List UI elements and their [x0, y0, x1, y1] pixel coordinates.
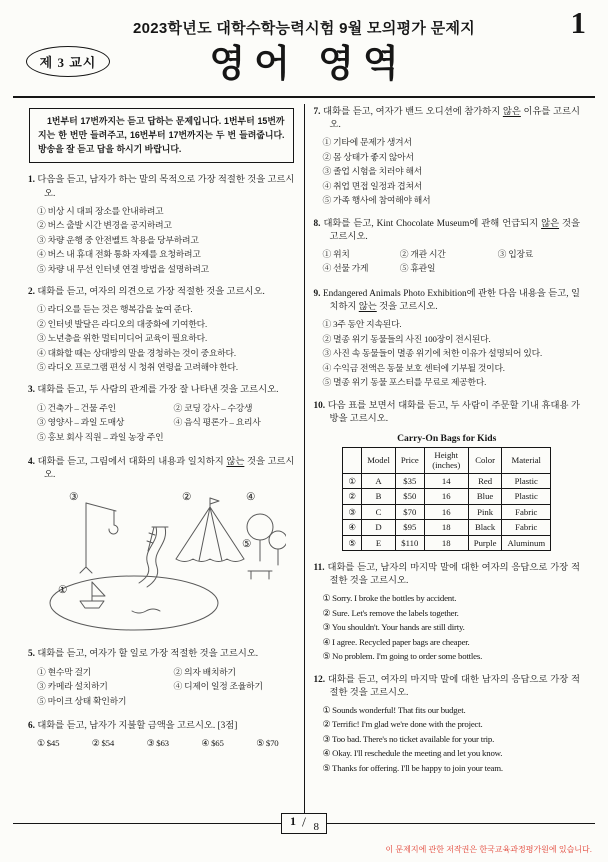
page-number: 1 [570, 5, 586, 40]
choice: ① 기타에 문제가 생겨서 [322, 137, 412, 148]
question-8-stem-text: 대화를 듣고, Kint Chocolate Museum에 관해 언급되지 [323, 218, 542, 229]
choice: ② Sure. Let's remove the labels together. [322, 607, 459, 618]
question-9 [314, 288, 581, 389]
choice: ⑤ No problem. I'm going to order some bottles. [322, 651, 483, 662]
question-11-stem-text: 대화를 듣고, 남자의 마지막 말에 대한 여자의 응답으로 가장 적절한 것을 고르시오. [327, 562, 580, 587]
subject-title: 영어 영역 [209, 43, 408, 84]
question-9-choices [314, 318, 581, 388]
question-12 [314, 674, 581, 775]
cell-option: ① [343, 473, 362, 488]
illustration-marker-1: ① [58, 585, 68, 597]
choice: ② Terrific! I'm glad we're done with the project. [322, 719, 483, 730]
table-header-material: Material [502, 447, 551, 473]
question-6-stem [28, 720, 295, 733]
question-7-stem [314, 106, 581, 132]
choice: ③ 노년층을 위한 멀티미디어 교육이 필요하다. [37, 333, 207, 344]
cell-option: ② [343, 489, 362, 504]
exam-title: 2023학년도 대학수학능력시험 9월 모의평가 문제지 [132, 20, 476, 37]
illustration-marker-5: ⑤ [242, 539, 252, 551]
table-header-row [343, 447, 551, 473]
table-header-price: Price [395, 447, 424, 473]
page-indicator-total: 8 [313, 821, 319, 833]
cell-material: Plastic [502, 489, 551, 504]
question-5-number: 5. [28, 649, 35, 660]
cell-color: Red [468, 473, 502, 488]
cell-material: Aluminum [502, 535, 551, 550]
illustration-marker-2: ② [182, 492, 192, 504]
choice: ④ 선물 가게 [322, 263, 369, 274]
choice: ④ I agree. Recycled paper bags are cheaper. [322, 636, 470, 647]
choice: ⑤ Thanks for offering. I'll be happy to join your team. [322, 762, 503, 773]
choice: ② 개관 시간 [399, 248, 446, 259]
page-indicator-separator: / [302, 814, 306, 830]
question-3-number: 3. [28, 385, 35, 396]
copyright-notice: 이 문제지에 관한 저작권은 한국교육과정평가원에 있습니다. [385, 845, 592, 854]
choice: ⑤ 라디오 프로그램 편성 시 청취 연령을 고려해야 한다. [37, 362, 238, 373]
question-2-stem-text: 대화를 듣고, 여자의 의견으로 가장 적절한 것을 고르시오. [37, 286, 265, 297]
choice: ⑤ $70 [256, 738, 279, 749]
question-9-stem [314, 288, 581, 314]
choice: ① 건축가 – 건물 주인 [37, 402, 116, 413]
cell-option: ④ [343, 520, 362, 535]
choice: ③ 영양사 – 과일 도매상 [37, 417, 125, 428]
question-3-stem [28, 384, 295, 397]
question-11 [314, 562, 581, 663]
question-5-stem-text: 대화를 듣고, 여자가 할 일로 가장 적절한 것을 고르시오. [37, 649, 259, 660]
choice: ④ 수익금 전액은 동물 보호 센터에 기부될 것이다. [322, 362, 505, 373]
question-11-number: 11. [313, 562, 325, 573]
cell-height: 18 [424, 535, 468, 550]
choice: ② 멸종 위기 동물들의 사진 100장이 전시된다. [322, 333, 491, 344]
question-7-choices [314, 136, 581, 206]
period-badge: 제 3 교시 [26, 46, 110, 77]
question-2-stem [28, 286, 295, 299]
choice: ⑤ 휴관일 [399, 263, 436, 274]
choice: ③ 졸업 시험을 치러야 해서 [322, 166, 423, 177]
table-row [343, 535, 551, 550]
question-8-stem-post: 것을 고르시오. [329, 218, 580, 242]
choice: ② 코딩 강사 – 수강생 [173, 402, 253, 413]
question-11-stem [314, 562, 581, 588]
cell-color: Purple [468, 535, 502, 550]
choice: ④ $65 [201, 738, 224, 749]
cell-model: B [362, 489, 396, 504]
table-row [343, 489, 551, 504]
question-6 [28, 720, 295, 752]
question-1 [28, 174, 295, 275]
table-row [343, 520, 551, 535]
choice: ④ Okay. I'll reschedule the meeting and let you know. [322, 748, 503, 759]
question-7-stem-post: 이유를 고르시오. [329, 107, 580, 131]
choice: ② 버스 출발 시간 변경을 공지하려고 [37, 220, 172, 231]
illustration-marker-4: ④ [246, 492, 256, 504]
choice: ⑤ 차량 내 무선 인터넷 연결 방법을 설명하려고 [37, 263, 209, 274]
question-1-stem-text: 다음을 듣고, 남자가 하는 말의 목적으로 가장 적절한 것을 고르시오. [37, 175, 295, 199]
question-9-stem-text: Endangered Animals Photo Exhibition에 관한 다음 내용을 듣고, 일치하지 [322, 288, 580, 313]
choice: ④ 디제이 일정 조율하기 [173, 681, 263, 692]
question-12-stem [314, 674, 581, 700]
cell-height: 16 [424, 504, 468, 519]
question-10-stem [314, 400, 581, 426]
cell-option: ⑤ [343, 535, 362, 550]
choice: ③ 입장료 [497, 248, 534, 259]
choice: ④ 음식 평론가 – 요리사 [173, 417, 261, 428]
question-1-stem [28, 174, 295, 200]
choice: ③ $63 [146, 738, 169, 749]
choice: ① 라디오를 듣는 것은 행복감을 높여 준다. [37, 304, 193, 315]
content-columns [19, 104, 589, 816]
choice: ⑤ 마이크 상태 확인하기 [37, 695, 127, 706]
cell-material: Plastic [502, 473, 551, 488]
choice: ① 위치 [322, 248, 350, 259]
question-1-choices [28, 205, 295, 275]
cell-price: $50 [395, 489, 424, 504]
page-indicator-current: 1 [290, 814, 296, 828]
choice: ① 비상 시 대피 장소를 안내하려고 [37, 205, 164, 216]
choice: ① 현수막 걸기 [37, 666, 92, 677]
cell-height: 18 [424, 520, 468, 535]
question-10 [314, 400, 581, 551]
cell-color: Pink [468, 504, 502, 519]
question-2 [28, 286, 295, 373]
question-2-number: 2. [28, 286, 35, 297]
choice: ④ 버스 내 휴대 전화 통화 자제를 요청하려고 [37, 249, 201, 260]
table-header-height: Height (inches) [424, 447, 468, 473]
cell-price: $95 [395, 520, 424, 535]
choice: ③ 카메라 설치하기 [37, 681, 108, 692]
choice: ② 인터넷 발달은 라디오의 대중화에 기여한다. [37, 318, 207, 329]
choice: ③ Too bad. There's no ticket available for your trip. [322, 733, 495, 744]
cell-color: Blue [468, 489, 502, 504]
illustration-marker-3: ③ [69, 492, 79, 504]
header-rule [13, 96, 595, 98]
question-9-number: 9. [313, 288, 321, 299]
right-column [305, 104, 590, 816]
question-8-choices [314, 248, 581, 277]
carryon-bags-table [342, 447, 551, 551]
choice: ④ 취업 면접 일정과 겹쳐서 [322, 180, 423, 191]
listening-notice: 1번부터 17번까지는 듣고 답하는 문제입니다. 1번부터 15번까지는 한 번만 들려주고, 16번부터 17번까지는 두 번 들려줍니다. 방송을 잘 듣고 답을 하시기 바랍니다. [29, 108, 294, 163]
cell-color: Black [468, 520, 502, 535]
question-7-number: 7. [313, 107, 321, 117]
question-9-stem-post: 것을 고르시오. [376, 302, 438, 313]
table-row [343, 504, 551, 519]
question-4-stem-post: 것을 고르시오. [44, 457, 295, 481]
playground-scene [36, 487, 286, 637]
question-4-number: 4. [28, 457, 35, 468]
question-8 [314, 218, 581, 277]
question-6-choices [28, 737, 295, 752]
cell-price: $35 [395, 473, 424, 488]
question-4-stem-underline: 않는 [226, 457, 245, 468]
choice: ④ 대화할 때는 상대방의 말을 경청하는 것이 중요하다. [37, 347, 236, 358]
left-column [19, 104, 304, 816]
table-header-blank [343, 447, 362, 473]
choice: ⑤ 가족 행사에 참여해야 해서 [322, 195, 431, 206]
question-11-choices [314, 592, 581, 662]
question-4-illustration [36, 487, 286, 637]
question-3-stem-text: 대화를 듣고, 두 사람의 관계를 가장 잘 나타낸 것을 고르시오. [37, 385, 279, 396]
cell-model: E [362, 535, 396, 550]
cell-material: Fabric [502, 504, 551, 519]
question-10-number: 10. [313, 400, 326, 411]
question-5 [28, 648, 295, 709]
question-4-stem-text: 대화를 듣고, 그림에서 대화의 내용과 일치하지 [37, 457, 227, 468]
choice: ② $54 [91, 738, 115, 749]
cell-model: D [362, 520, 396, 535]
question-10-stem-text: 다음 표를 보면서 대화를 듣고, 두 사람이 주문할 기내 휴대용 가방을 고르시오. [327, 400, 581, 424]
question-9-stem-underline: 않는 [358, 302, 377, 313]
choice: ③ 사진 속 동물들이 멸종 위기에 처한 이유가 설명되어 있다. [322, 348, 542, 359]
cell-option: ③ [343, 504, 362, 519]
cell-height: 14 [424, 473, 468, 488]
table-header-model: Model [362, 447, 396, 473]
cell-model: A [362, 473, 396, 488]
table-header-color: Color [468, 447, 502, 473]
choice: ③ 차량 운행 중 안전벨트 착용을 당부하려고 [37, 234, 199, 245]
question-5-choices [28, 666, 295, 710]
table-row [343, 473, 551, 488]
question-3 [28, 384, 295, 445]
cell-price: $110 [395, 535, 424, 550]
cell-model: C [362, 504, 396, 519]
question-7-stem-underline: 않은 [502, 107, 521, 117]
question-5-stem [28, 648, 295, 661]
question-7 [314, 106, 581, 207]
question-8-stem [314, 218, 581, 244]
choice: ③ You shouldn't. Your hands are still dirty. [322, 622, 465, 633]
question-12-number: 12. [313, 674, 326, 685]
cell-price: $70 [395, 504, 424, 519]
choice: ② 의자 배치하기 [173, 666, 236, 677]
page-indicator [281, 813, 327, 834]
choice: ① $45 [37, 738, 60, 749]
question-6-stem-text: 대화를 듣고, 남자가 지불할 금액을 고르시오. [3점] [37, 721, 238, 732]
choice: ① Sounds wonderful! That fits our budget. [322, 704, 466, 715]
choice: ① Sorry. I broke the bottles by accident. [322, 593, 457, 604]
question-2-choices [28, 303, 295, 373]
choice: ⑤ 멸종 위기 동물 포스터를 무료로 제공한다. [322, 377, 487, 388]
choice: ② 몸 상태가 좋지 않아서 [322, 151, 414, 162]
choice: ① 3주 동안 지속된다. [322, 319, 402, 330]
question-4-stem [28, 456, 295, 482]
question-3-choices [28, 402, 295, 446]
question-8-stem-underline: 않은 [541, 218, 560, 229]
carryon-table-title: Carry-On Bags for Kids [397, 432, 497, 444]
question-12-choices [314, 704, 581, 774]
question-12-stem-text: 대화를 듣고, 여자의 마지막 말에 대한 남자의 응답으로 가장 적절한 것을 고르시오. [327, 674, 581, 698]
choice: ⑤ 홍보 회사 직원 – 과일 농장 주인 [37, 431, 164, 442]
question-8-number: 8. [313, 218, 321, 229]
question-7-stem-text: 대화를 듣고, 여자가 밴드 오디션에 참가하지 [323, 107, 503, 117]
question-1-number: 1. [28, 175, 35, 186]
question-6-number: 6. [28, 721, 35, 732]
cell-material: Fabric [502, 520, 551, 535]
cell-height: 16 [424, 489, 468, 504]
question-4 [28, 456, 295, 637]
